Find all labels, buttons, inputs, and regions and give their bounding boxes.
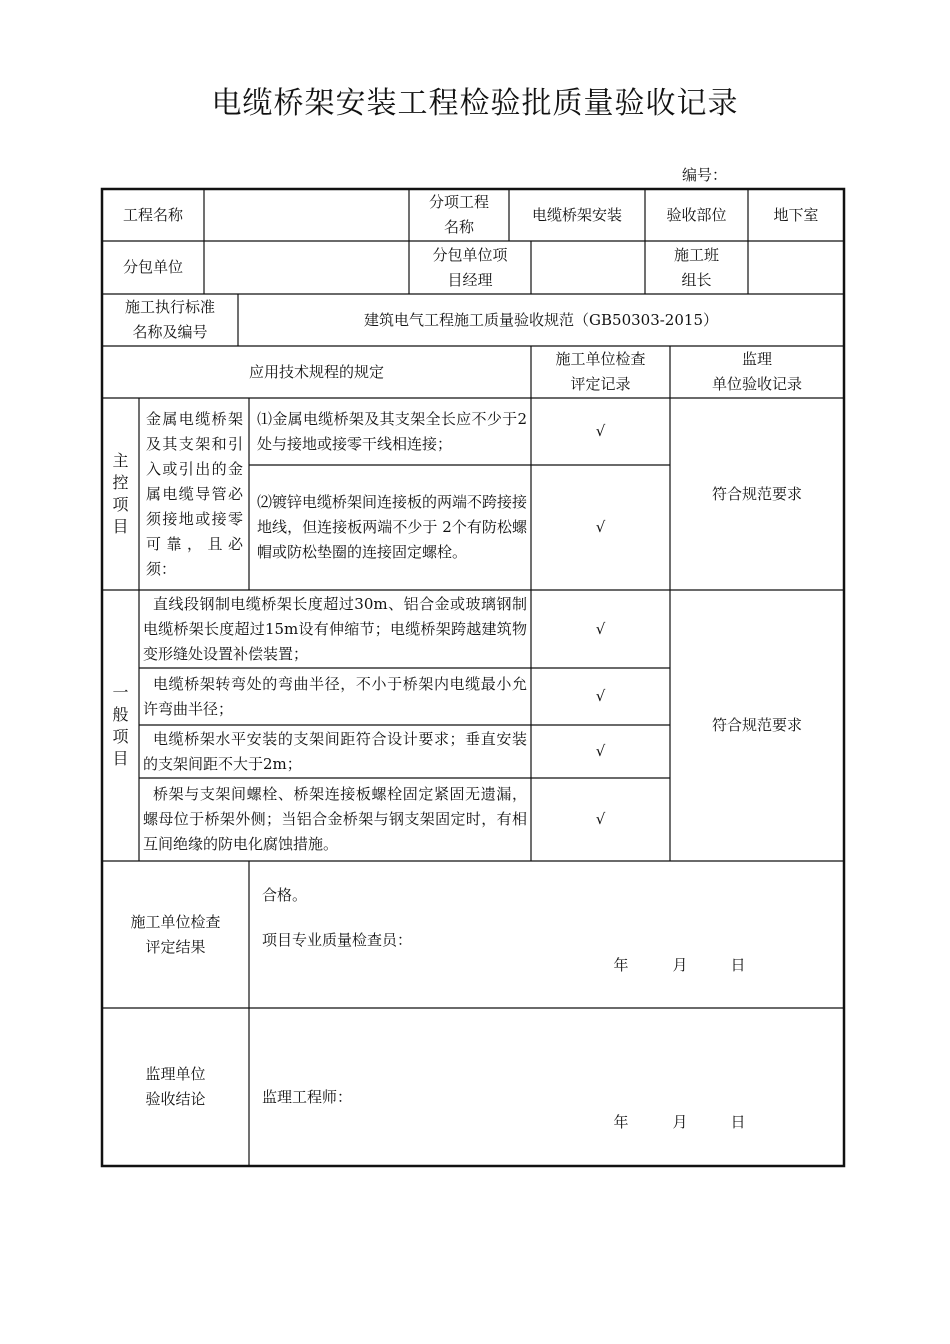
contractor-year-label: 年 (613, 956, 629, 974)
general-item-3 (139, 725, 531, 778)
general-item-3-check: √ (595, 742, 606, 760)
project-name-value (204, 189, 409, 241)
general-item-1 (139, 590, 531, 668)
contractor-month-label: 月 (672, 956, 688, 974)
sub-item-value: 电缆桥架安装 (531, 205, 622, 224)
general-item-2-check: √ (595, 687, 606, 705)
col-spec-header: 应用技术规程的规定 (248, 362, 384, 381)
main-items-intro (139, 398, 249, 590)
main-items-supervisor-result: 符合规范要求 (711, 484, 802, 503)
col-supervisor-header: 监理 单位验收记录 (711, 350, 802, 393)
team-leader-value (748, 241, 844, 294)
general-item-2 (139, 668, 531, 725)
general-item-4-text: 桥架与支架间螺栓、桥架连接板螺栓固定紧固无遗漏，螺母位于桥架外侧；当铝合金桥架与钢支架固定时，有相互间绝缘的防电化腐蚀措施。 (143, 785, 527, 853)
standard-value: 建筑电气工程施工质量验收规范（GB50303-2015） (364, 310, 718, 329)
main-item-2-text: ⑵镀锌电缆桥架间连接板的两端不跨接接地线，但连接板两端不少于 2个有防松螺帽或防松垫圈的连接固定螺栓。 (257, 493, 528, 561)
general-items-label-text: 一般项目 (112, 682, 129, 768)
sub-item-label: 分项工程 名称 (428, 193, 489, 236)
supervisor-year-label: 年 (613, 1113, 629, 1131)
supervisor-result-label: 监理单位 验收结论 (145, 1065, 206, 1108)
general-item-4 (139, 778, 531, 861)
supervisor-day-label: 日 (730, 1113, 746, 1131)
accept-part-value: 地下室 (773, 205, 819, 224)
sub-pm-value (531, 241, 645, 294)
project-name-label: 工程名称 (122, 205, 183, 224)
supervisor-month-label: 月 (672, 1113, 688, 1131)
subcontractor-value (204, 241, 409, 294)
main-item-1-text: ⑴金属电缆桥架及其支架全长应不少于2处与接地或接零干线相连接； (257, 409, 527, 453)
contractor-conclusion: 合格。 (262, 886, 308, 904)
general-item-3-text: 电缆桥架水平安装的支架间距符合设计要求；垂直安装的支架间距不大于2m； (143, 729, 527, 773)
standard-label: 施工执行标准 名称及编号 (124, 298, 215, 341)
supervisor-engineer-label: 监理工程师： (262, 1088, 353, 1106)
general-item-1-text: 直线段钢制电缆桥架长度超过30m、铝合金或玻璃钢制电缆桥架长度超过15m设有伸缩节；电缆桥架跨越建筑物变形缝处设置补偿装置； (143, 594, 527, 663)
contractor-day-label: 日 (730, 956, 746, 974)
general-item-1-check: √ (595, 619, 606, 638)
subcontractor-label: 分包单位 (122, 258, 183, 276)
page-title: 电缆桥架安装工程检验批质量验收记录 (211, 86, 739, 121)
team-leader-label: 施工班 组长 (673, 245, 719, 289)
contractor-result-label: 施工单位检查 评定结果 (130, 912, 221, 956)
main-item-2 (249, 465, 531, 590)
sub-pm-label: 分包单位项 目经理 (432, 245, 508, 289)
general-items-supervisor-result: 符合规范要求 (711, 716, 802, 734)
contractor-inspector-label: 项目专业质量检查员： (262, 931, 413, 949)
doc-number-label: 编号： (682, 166, 728, 184)
general-items-label (102, 590, 139, 861)
main-item-1 (249, 398, 531, 465)
main-items-intro-text: 金属电缆桥架及其支架和引入或引出的金属电缆导管必须接地或接零可靠，且必须： (146, 409, 243, 578)
main-items-label-text: 主控项目 (112, 451, 129, 536)
accept-part-label: 验收部位 (666, 205, 727, 224)
general-item-4-check: √ (595, 810, 606, 828)
main-item-2-check: √ (595, 518, 606, 536)
main-item-1-check: √ (595, 422, 606, 440)
col-contractor-header: 施工单位检查 评定记录 (555, 350, 646, 393)
general-item-2-text: 电缆桥架转弯处的弯曲半径，不小于桥架内电缆最小允许弯曲半径； (143, 674, 527, 718)
main-items-label (102, 398, 139, 590)
